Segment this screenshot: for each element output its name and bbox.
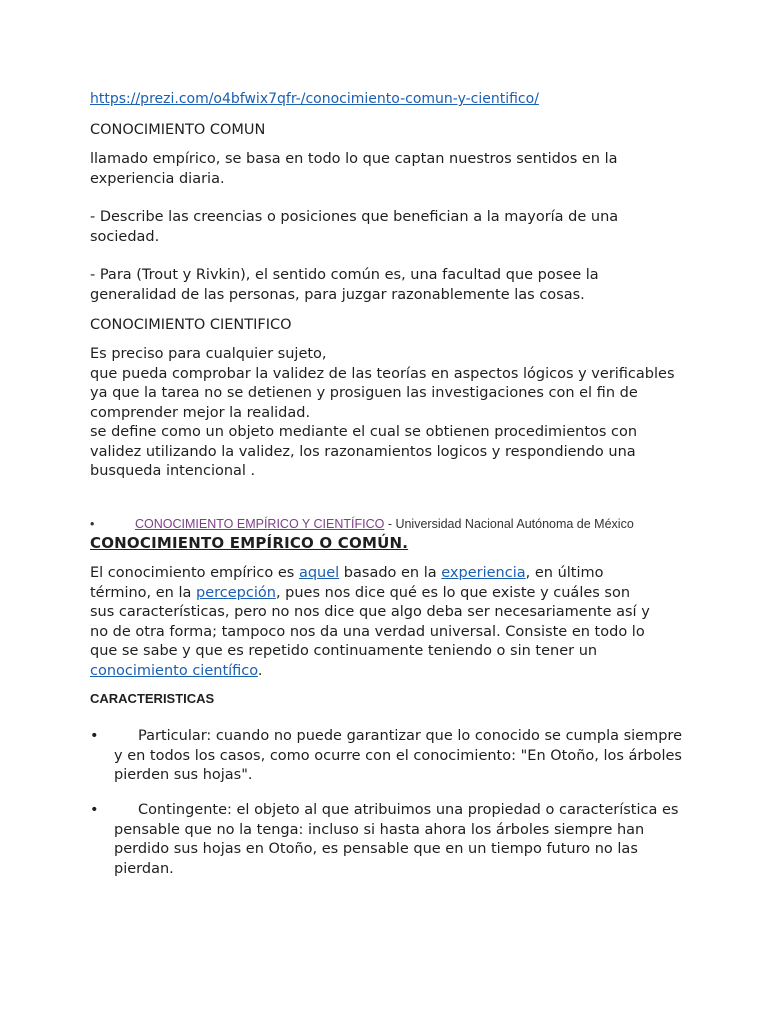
list-item-content: Contingente: el objeto al que atribuimos una propiedad o característica es pensable que no la tenga: incluso si hasta ahora los árboles siempre han perdido sus hojas en Otoño, es pensable que en un tiempo futuro no las pierdan. — [114, 802, 679, 877]
comun-paragraph-2: - Describe las creencias o posiciones que benefician a la mayoría de una sociedad. — [90, 209, 619, 245]
empirico-text-5: . — [257, 662, 263, 679]
heading-conocimiento-cientifico: CONOCIMIENTO CIENTIFICO — [90, 317, 292, 333]
source-reference — [90, 516, 710, 532]
link-percepcion[interactable]: percepción — [196, 584, 276, 601]
comun-paragraph-1: llamado empírico, se basa en todo lo que captan nuestros sentidos en la experiencia diaria. — [90, 151, 618, 187]
cientifico-line-1: Es preciso para cualquier sujeto, — [90, 346, 327, 362]
bullet-dot: • — [90, 728, 99, 744]
caracteristicas-title: CARACTERISTICAS — [90, 691, 215, 706]
heading-conocimiento-comun: CONOCIMIENTO COMUN — [90, 122, 266, 138]
prezi-url-link[interactable]: https://prezi.com/o4bfwix7qfr-/conocimiento-comun-y-cientifico/ — [90, 91, 539, 107]
empirico-text-1: El conocimiento empírico es — [90, 565, 299, 581]
section-title: CONOCIMIENTO EMPÍRICO O COMÚN. — [90, 534, 409, 552]
cientifico-block — [90, 345, 680, 482]
empirico-paragraph — [90, 564, 650, 681]
list-item-particular — [90, 727, 690, 786]
link-conocimiento-cientifico[interactable]: conocimiento científico — [90, 662, 258, 679]
empirico-text-2: basado en la — [339, 565, 442, 581]
empirico-text-4: , pues nos dice qué es lo que existe y cuáles son sus características, pero no nos dice que algo deba ser necesariamente así y no de otra forma; tampoco nos da una verdad universal. Consiste en todo lo que se sabe y que es repetido continuamente teniendo o sin tener un — [90, 584, 650, 659]
comun-paragraph-3: - Para (Trout y Rivkin), el sentido común es, una facultad que posee la generalidad de las personas, para juzgar razonablemente las cosas. — [90, 267, 599, 303]
bullet-dot: • — [90, 517, 95, 531]
link-experiencia[interactable]: experiencia — [441, 565, 526, 581]
list-item-content: Particular: cuando no puede garantizar que lo conocido se cumpla siempre y en todos los casos, como ocurre con el conocimiento: "En Otoño, los árboles pierden sus hojas". — [114, 728, 682, 783]
source-link[interactable]: CONOCIMIENTO EMPÍRICO Y CIENTÍFICO — [135, 517, 385, 531]
cientifico-line-2: que pueda comprobar la validez de las teorías en aspectos lógicos y verificables ya que la tarea no se detienen y prosiguen las investigaciones con el fin de comprender mejor la realidad. — [90, 365, 675, 421]
bullet-dot: • — [90, 802, 99, 818]
source-suffix: - Universidad Nacional Autónoma de México — [384, 517, 634, 531]
empirico-text-3: , en último término, en la — [90, 565, 604, 601]
list-item-contingente — [90, 801, 690, 879]
list-item-text — [114, 801, 690, 879]
cientifico-line-3: se define como un objeto mediante el cual se obtienen procedimientos con validez utilizando la validez, los razonamientos logicos y respondiendo una busqueda intencional . — [90, 424, 638, 479]
list-item-text — [114, 727, 690, 786]
link-aquel[interactable]: aquel — [298, 565, 340, 581]
